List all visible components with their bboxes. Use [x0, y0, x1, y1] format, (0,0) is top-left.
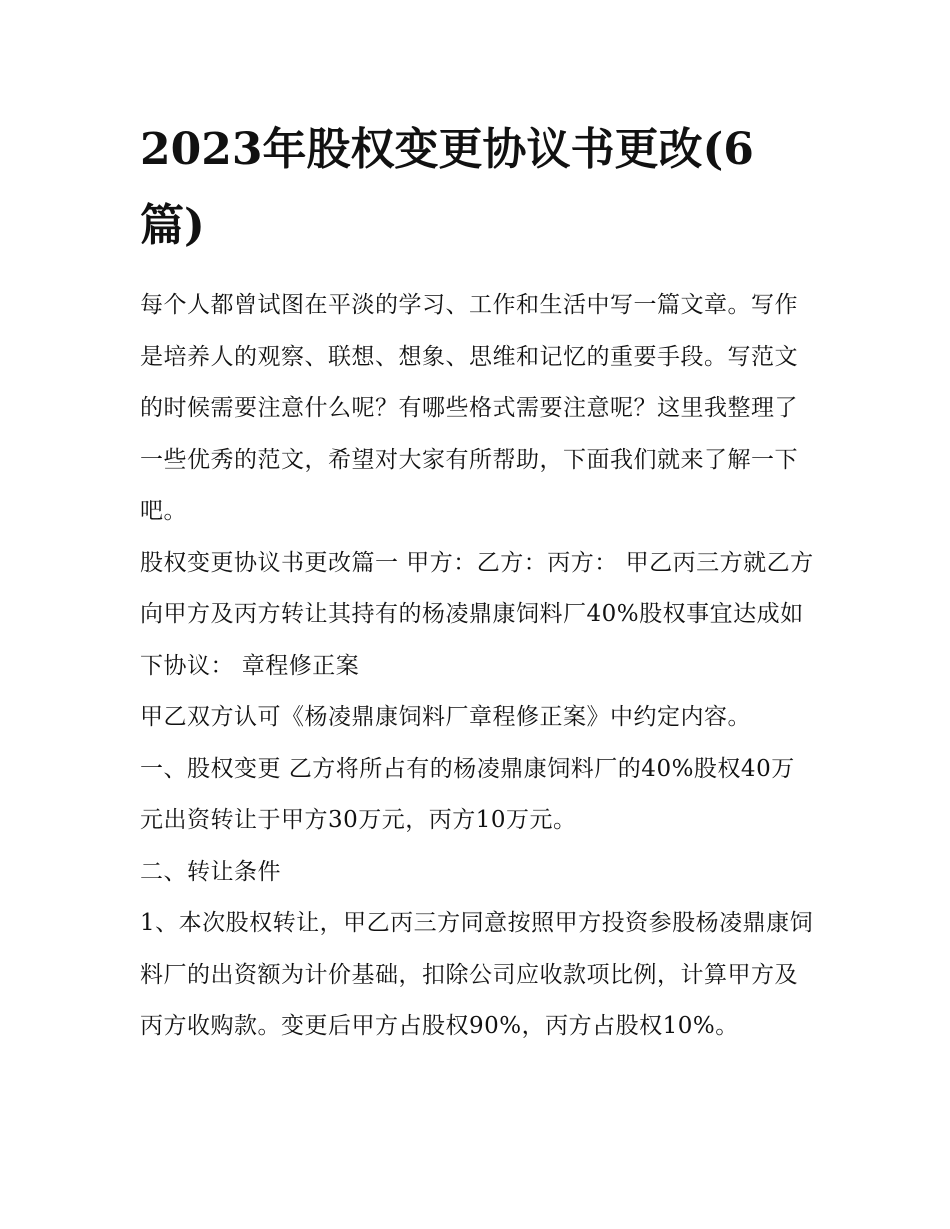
agreement-paragraph-recognition: 甲乙双方认可《杨凌鼎康饲料厂章程修正案》中约定内容。 [140, 704, 751, 730]
document-page [140, 112, 815, 1053]
agreement-paragraph-parties: 股权变更协议书更改篇一 甲方：乙方：丙方： 甲乙丙三方就乙方向甲方及丙方转让其持有的杨凌鼎康饲料厂40%股权事宜达成如下协议： 章程修正案 [140, 549, 814, 679]
intro-paragraph: 每个人都曾试图在平淡的学习、工作和生活中写一篇文章。写作是培养人的观察、联想、想象、思维和记忆的重要手段。写范文的时候需要注意什么呢？有哪些格式需要注意呢？这里我整理了一些优秀的范文，希望对大家有所帮助，下面我们就来了解一下吧。 [140, 292, 798, 524]
section-equity-change: 一、股权变更 乙方将所占有的杨凌鼎康饲料厂的40%股权40万元出资转让于甲方30万元，丙方10万元。 [140, 755, 795, 833]
transfer-condition-item-1: 1、本次股权转让，甲乙丙三方同意按照甲方投资参股杨凌鼎康饲料厂的出资额为计价基础，扣除公司应收款项比例，计算甲方及丙方收购款。变更后甲方占股权90%，丙方占股权10%。 [140, 910, 814, 1039]
section-heading-transfer-conditions: 二、转让条件 [140, 858, 281, 885]
document-title: 2023年股权变更协议书更改(6篇) [140, 124, 754, 251]
